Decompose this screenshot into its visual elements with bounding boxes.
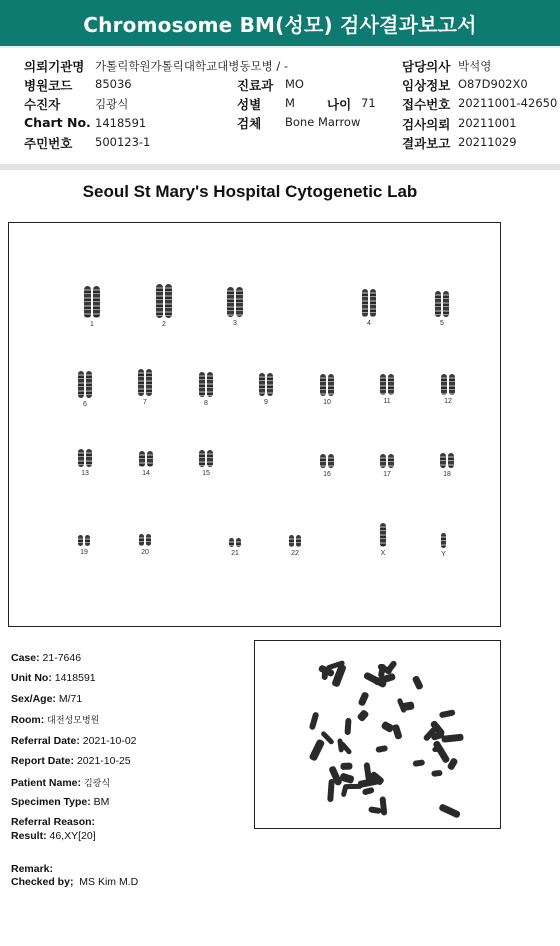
detail-referral-reason: Referral Reason: (11, 816, 96, 828)
chromosome-13 (78, 449, 92, 477)
chromatid (78, 535, 83, 546)
metaphase-chromosome (327, 779, 334, 802)
chromosome-number-label: 15 (202, 470, 210, 477)
chromosome-number-label: 9 (264, 399, 268, 406)
info-specimen: 검체 (237, 116, 262, 131)
chromosome-number-label: 14 (142, 470, 150, 477)
chromosome-number-label: 8 (204, 400, 208, 407)
chromosome-12 (441, 374, 455, 405)
chromatid (289, 535, 294, 547)
chromosome-number-label: 16 (323, 471, 331, 478)
chromatid (380, 374, 386, 395)
info-institution: 의뢰기관명 (24, 59, 85, 74)
chromosome-3 (227, 287, 243, 327)
chromatid (207, 450, 213, 467)
metaphase-chromosome (340, 763, 353, 770)
chromatid (267, 373, 273, 396)
chromatid (449, 374, 455, 395)
chromosome-number-label: X (380, 550, 386, 557)
request-date-value: 20211001 (458, 116, 517, 130)
metaphase-spread-image (254, 640, 501, 829)
chromatid (78, 371, 84, 398)
metaphase-chromosome (341, 784, 349, 797)
info-department: 진료과 (237, 78, 274, 93)
chromatid (388, 454, 394, 468)
chromatid (236, 287, 243, 317)
detail-result: Result: 46,XY[20] (11, 830, 96, 842)
detail-case: Case: 21-7646 (11, 652, 82, 664)
metaphase-chromosome (381, 721, 395, 733)
chromosome-number-label: 21 (231, 550, 239, 557)
chromosome-number-label: 20 (141, 549, 149, 556)
chromatid (388, 374, 394, 395)
chromatid (139, 534, 144, 546)
detail-room: Room: 대전성모병원 (11, 714, 100, 726)
department-value: MO (285, 77, 304, 91)
chromosome-8 (199, 372, 213, 407)
chromatid (441, 374, 447, 395)
checked-by: Checked by; MS Kim M.D (11, 876, 139, 888)
metaphase-chromosome (432, 740, 450, 764)
chromosome-5 (435, 291, 449, 327)
metaphase-chromosome (357, 709, 370, 722)
chromosome-10 (320, 374, 334, 406)
chromosome-number-label: 17 (383, 471, 391, 478)
patient-info-panel (0, 48, 560, 164)
info-sex: 성별 (237, 97, 262, 112)
chromosome-x (380, 523, 386, 557)
chromatid (380, 454, 386, 468)
chromosome-4 (362, 289, 376, 327)
chromosome-20 (139, 534, 151, 556)
chromatid (146, 534, 151, 546)
chromosome-number-label: 7 (143, 399, 147, 406)
info-result-date: 결과보고 (402, 136, 451, 151)
chart-no-value: 1418591 (95, 116, 147, 130)
detail-specimen-type: Specimen Type: BM (11, 796, 110, 808)
info-patient: 수진자 (24, 97, 61, 112)
info-doctor: 담당의사 (402, 59, 451, 74)
metaphase-chromosome (362, 786, 376, 795)
chromatid (86, 371, 92, 398)
detail-sex-age: Sex/Age: M/71 (11, 693, 83, 705)
chromatid (435, 291, 441, 317)
report-title: Chromosome BM(성모) 검사결과보고서 (83, 12, 477, 37)
chromatid (370, 289, 376, 317)
metaphase-chromosome (413, 759, 426, 766)
chromosome-15 (199, 450, 213, 477)
chromosome-number-label: 4 (367, 320, 371, 327)
metaphase-chromosome (357, 691, 369, 707)
chromosome-21 (229, 538, 241, 557)
karyotype-image (8, 222, 501, 627)
specimen-value: Bone Marrow (285, 115, 361, 129)
chromatid (78, 449, 84, 467)
patient-value: 김광식 (95, 97, 129, 111)
chromatid (227, 287, 234, 317)
chromosome-22 (289, 535, 301, 557)
chromosome-11 (380, 374, 394, 405)
chromatid (156, 284, 163, 318)
report-document (0, 170, 560, 946)
chromosome-number-label: Y (441, 551, 446, 558)
info-receipt-no: 접수번호 (402, 97, 451, 112)
chromatid (328, 374, 334, 396)
metaphase-chromosome (344, 718, 351, 736)
info-resident-no: 주민번호 (24, 136, 73, 151)
chromatid (320, 374, 326, 396)
result-date-value: 20211029 (458, 135, 517, 149)
chromatid (207, 372, 213, 397)
age-value: 71 (361, 96, 376, 110)
metaphase-chromosome (438, 803, 461, 819)
chromosome-number-label: 11 (383, 398, 391, 405)
chromatid (259, 373, 265, 396)
chromatid (199, 372, 205, 397)
metaphase-chromosome (431, 770, 442, 777)
lab-title: Seoul St Mary's Hospital Cytogenetic Lab (82, 182, 418, 201)
chromatid (146, 369, 152, 396)
chromosome-number-label: 18 (443, 471, 451, 478)
resident-no-value: 500123-1 (95, 135, 151, 149)
detail-referral-date: Referral Date: 2021-10-02 (11, 735, 137, 747)
chromatid (93, 286, 100, 318)
chromatid (380, 523, 386, 547)
chromosome-number-label: 2 (162, 321, 166, 328)
chromosome-number-label: 6 (83, 401, 87, 408)
clinical-value: O87D902X0 (458, 77, 528, 91)
chromatid (443, 291, 449, 317)
chromosome-6 (78, 371, 92, 408)
chromatid (84, 286, 91, 318)
detail-patient-name: Patient Name: 김광식 (11, 777, 111, 789)
info-age: 나이 (327, 97, 352, 112)
chromosome-number-label: 10 (323, 399, 331, 406)
chromosome-y (441, 533, 446, 558)
chromatid (85, 535, 90, 546)
chromatid (86, 449, 92, 467)
chromatid (296, 535, 301, 547)
metaphase-chromosome (309, 711, 320, 730)
chromosome-number-label: 5 (440, 320, 444, 327)
metaphase-chromosome (375, 745, 387, 753)
metaphase-chromosome (309, 739, 325, 762)
chromatid (139, 451, 145, 467)
info-hospital-code: 병원코드 (24, 78, 73, 93)
doctor-value: 박석영 (458, 59, 492, 73)
chromatid (328, 454, 334, 468)
chromatid (165, 284, 172, 318)
remark: Remark: (11, 863, 54, 875)
chromatid (229, 538, 234, 547)
chromatid (236, 538, 241, 547)
institution-value: 가톨릭학원가톨릭대학교대병동모병 / - (95, 59, 289, 73)
metaphase-chromosome (411, 676, 424, 692)
chromosome-17 (380, 454, 394, 478)
chromosome-number-label: 12 (444, 398, 452, 405)
receipt-no-value: 20211001-42650 (458, 96, 558, 110)
detail-unit-no: Unit No: 1418591 (11, 672, 96, 684)
chromosome-number-label: 1 (90, 321, 94, 328)
chromosome-19 (78, 535, 90, 556)
metaphase-chromosome (357, 778, 379, 788)
chromosome-18 (440, 453, 454, 478)
chromatid (448, 453, 454, 468)
info-chart-no: Chart No. (24, 115, 91, 130)
chromatid (441, 533, 446, 548)
hospital-code-value: 85036 (95, 77, 132, 91)
sex-value: M (285, 96, 295, 110)
chromatid (320, 454, 326, 468)
chromosome-2 (156, 284, 172, 328)
chromosome-14 (139, 451, 153, 477)
detail-report-date: Report Date: 2021-10-25 (11, 755, 131, 767)
chromosome-9 (259, 373, 273, 406)
chromatid (362, 289, 368, 317)
chromosome-number-label: 22 (291, 550, 299, 557)
info-request-date: 검사의뢰 (402, 117, 451, 132)
metaphase-chromosome (321, 666, 328, 679)
chromosome-number-label: 3 (233, 320, 237, 327)
chromosome-16 (320, 454, 334, 478)
metaphase-chromosome (337, 737, 344, 752)
chromatid (138, 369, 144, 396)
metaphase-chromosome (438, 710, 455, 720)
chromosome-7 (138, 369, 152, 406)
chromosome-number-label: 13 (81, 470, 89, 477)
report-title-bar (0, 0, 560, 46)
metaphase-chromosome (441, 733, 464, 742)
chromatid (147, 451, 153, 467)
chromosome-number-label: 19 (80, 549, 88, 556)
chromosome-1 (84, 286, 100, 328)
chromatid (199, 450, 205, 467)
info-clinical: 임상정보 (402, 78, 451, 93)
chromatid (440, 453, 446, 468)
